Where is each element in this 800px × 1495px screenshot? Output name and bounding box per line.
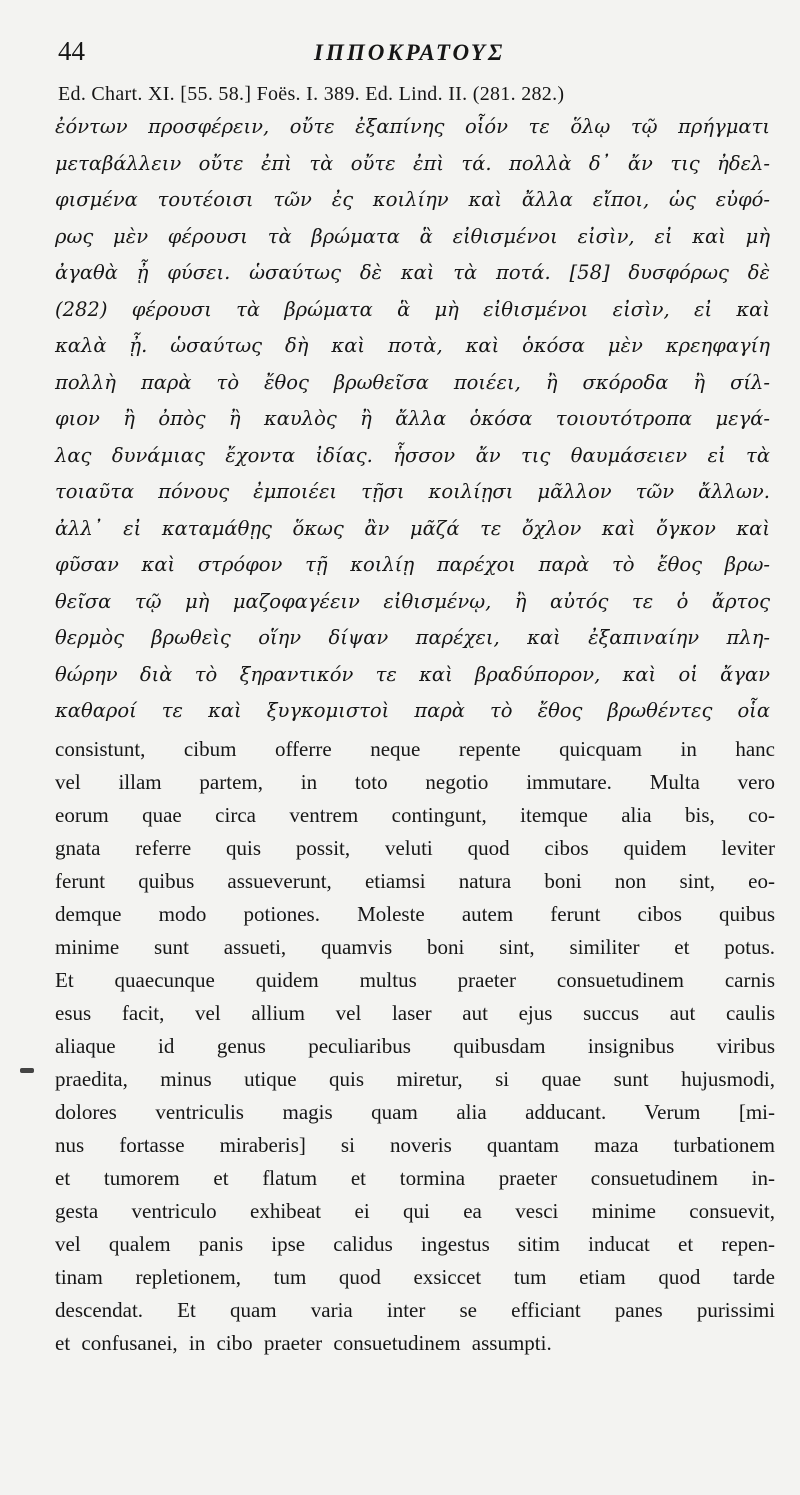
latin-line: gesta ventriculo exhibeat ei qui ea vesci minime consuevit, <box>55 1199 775 1223</box>
greek-line: θερμὸς βρωθεὶς οἵην δίψαν παρέχει, καὶ ἐξαπιναίην πλη- <box>55 626 770 649</box>
latin-line: descendat. Et quam varia inter se efficiant panes purissimi <box>55 1298 775 1322</box>
latin-line: tinam repletionem, tum quod exsiccet tum etiam quod tarde <box>55 1265 775 1289</box>
greek-line: φισμένα τουτέοισι τῶν ἐς κοιλίην καὶ ἄλλα εἴποι, ὡς εὐφό- <box>55 188 770 211</box>
greek-line: θεῖσα τῷ μὴ μαζοφαγέειν εἰθισμένῳ, ἢ αὐτός τε ὁ ἄρτος <box>55 589 770 613</box>
latin-line: ferunt quibus assueverunt, etiamsi natura boni non sint, eo- <box>55 869 775 893</box>
greek-line: ἀγαθὰ ᾖ φύσει. ὡσαύτως δὲ καὶ τὰ ποτά. [58] δυσφόρως δὲ <box>55 261 770 284</box>
greek-line: τοιαῦτα πόνους ἐμποιέει τῇσι κοιλίῃσι μᾶλλον τῶν ἄλλων. <box>55 480 770 503</box>
page-header <box>58 36 778 72</box>
edition-reference-line: Ed. Chart. XI. [55. 58.] Foës. I. 389. Ed. Lind. II. (281. 282.) <box>58 83 565 105</box>
greek-line: ἀλλ᾽ εἰ καταμάθῃς ὅκως ἂν μᾶζά τε ὄχλον καὶ ὄγκον καὶ <box>55 516 770 540</box>
greek-line: λας δυνάμιας ἔχοντα ἰδίας. ἧσσον ἄν τις θαυμάσειεν εἰ τὰ <box>55 443 770 467</box>
latin-translation-block <box>55 733 775 1360</box>
greek-line: φῦσαν καὶ στρόφον τῇ κοιλίῃ παρέχοι παρὰ τὸ ἔθος βρω- <box>55 553 770 576</box>
latin-line: consistunt, cibum offerre neque repente quicquam in hanc <box>55 737 775 761</box>
latin-line: eorum quae circa ventrem contingunt, itemque alia bis, co- <box>55 803 775 827</box>
greek-line: θώρην διὰ τὸ ξηραντικόν τε καὶ βραδύπορον, καὶ οἱ ἄγαν <box>55 662 770 686</box>
greek-line: μεταβάλλειν οὔτε ἐπὶ τὰ οὔτε ἐπὶ τά. πολλὰ δ᾽ ἄν τις ἠδελ- <box>55 151 770 175</box>
margin-mark <box>20 1068 34 1073</box>
latin-line: praedita, minus utique quis miretur, si quae sunt hujusmodi, <box>55 1067 775 1091</box>
latin-line: demque modo potiones. Moleste autem ferunt cibos quibus <box>55 902 775 926</box>
latin-line: aliaque id genus peculiaribus quibusdam insignibus viribus <box>55 1034 775 1058</box>
greek-line: (282) φέρουσι τὰ βρώματα ἃ μὴ εἰθισμένοι εἰσὶν, εἰ καὶ <box>55 297 770 321</box>
latin-line: minime sunt assueti, quamvis boni sint, similiter et potus. <box>55 935 775 959</box>
latin-line: vel illam partem, in toto negotio immutare. Multa vero <box>55 770 775 794</box>
latin-line: dolores ventriculis magis quam alia adducant. Verum [mi- <box>55 1100 775 1124</box>
greek-text-block <box>55 109 770 730</box>
page-number: 44 <box>58 36 85 66</box>
latin-line: esus facit, vel allium vel laser aut ejus succus aut caulis <box>55 1001 775 1025</box>
latin-line: Et quaecunque quidem multus praeter consuetudinem carnis <box>55 968 775 992</box>
greek-line: καθαροί τε καὶ ξυγκομιστοὶ παρὰ τὸ ἔθος βρωθέντες οἷα <box>55 699 770 722</box>
latin-line: gnata referre quis possit, veluti quod cibos quidem leviter <box>55 836 775 860</box>
greek-line: πολλὴ παρὰ τὸ ἔθος βρωθεῖσα ποιέει, ἢ σκόροδα ἢ σίλ- <box>55 370 770 394</box>
greek-line: ρως μὲν φέρουσι τὰ βρώματα ἃ εἰθισμένοι εἰσὶν, εἰ καὶ μὴ <box>55 224 770 248</box>
latin-line: nus fortasse miraberis] si noveris quantam maza turbationem <box>55 1133 775 1157</box>
running-title: ΙΠΠΟΚΡΑΤΟΥΣ <box>314 40 506 65</box>
greek-line: φιον ἢ ὀπὸς ἢ καυλὸς ἢ ἄλλα ὁκόσα τοιουτότροπα μεγά- <box>55 407 770 430</box>
latin-line: et tumorem et flatum et tormina praeter consuetudinem in- <box>55 1166 775 1190</box>
latin-line: et confusanei, in cibo praeter consuetudinem assumpti. <box>55 1331 552 1355</box>
greek-line: ἐόντων προσφέρειν, οὔτε ἐξαπίνης οἷόν τε ὅλῳ τῷ πρήγματι <box>55 115 770 138</box>
latin-line: vel qualem panis ipse calidus ingestus sitim inducat et repen- <box>55 1232 775 1256</box>
greek-line: καλὰ ᾖ. ὡσαύτως δὴ καὶ ποτὰ, καὶ ὁκόσα μὲν κρεηφαγίη <box>55 334 770 357</box>
